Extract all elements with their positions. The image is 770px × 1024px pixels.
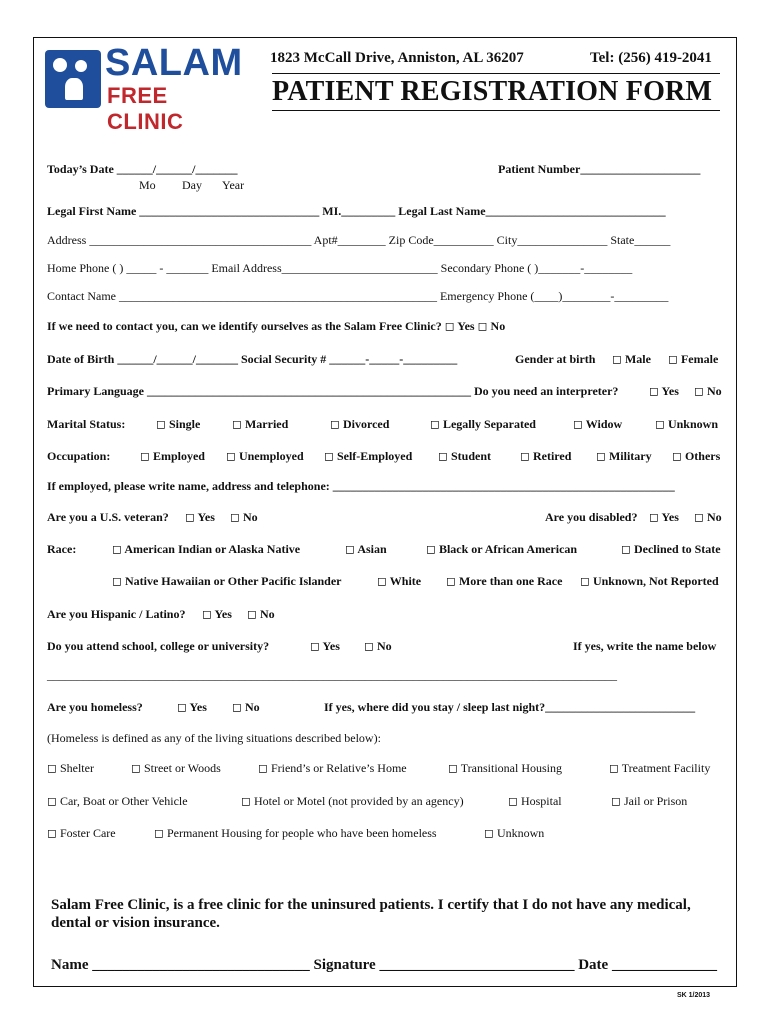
living-foster-care[interactable]: ◻ Foster Care xyxy=(47,826,116,840)
contact-row[interactable]: Contact Name _____________________________________________________ Emergency Phone (____)________-_________ xyxy=(47,289,669,303)
school-note: If yes, write the name below xyxy=(573,639,717,653)
school-name-line[interactable]: _______________________________________________________________________________________________ xyxy=(47,668,617,682)
race-more-than-one[interactable]: ◻ More than one Race xyxy=(446,574,563,588)
living-street[interactable]: ◻ Street or Woods xyxy=(131,761,221,775)
marital-single[interactable]: ◻ Single xyxy=(156,417,201,431)
disabled-question: Are you disabled? xyxy=(545,510,638,524)
address-row[interactable]: Address _____________________________________ Apt#________ Zip Code__________ City_______________ State______ xyxy=(47,233,671,247)
school-yes[interactable]: ◻ Yes xyxy=(310,639,340,653)
occupation-others[interactable]: ◻ Others xyxy=(672,449,721,463)
date-year-label: Year xyxy=(222,178,245,192)
living-permanent-housing[interactable]: ◻ Permanent Housing for people who have been homeless xyxy=(154,826,437,840)
living-vehicle[interactable]: ◻ Car, Boat or Other Vehicle xyxy=(47,794,188,808)
clinic-address: 1823 McCall Drive, Anniston, AL 36207 xyxy=(270,50,524,66)
marital-legally-separated[interactable]: ◻ Legally Separated xyxy=(430,417,536,431)
race-label: Race: xyxy=(47,542,77,556)
living-jail[interactable]: ◻ Jail or Prison xyxy=(611,794,688,808)
occupation-retired[interactable]: ◻ Retired xyxy=(520,449,572,463)
homeless-yes[interactable]: ◻ Yes xyxy=(177,700,207,714)
identify-question[interactable]: If we need to contact you, can we identify ourselves as the Salam Free Clinic? ◻ Yes ◻ No xyxy=(47,319,506,333)
living-transitional[interactable]: ◻ Transitional Housing xyxy=(448,761,562,775)
occupation-student[interactable]: ◻ Student xyxy=(438,449,491,463)
employer-info-row[interactable]: If employed, please write name, address and telephone: _________________________________________________________ xyxy=(47,479,675,493)
veteran-no[interactable]: ◻ No xyxy=(230,510,258,524)
race-unknown[interactable]: ◻ Unknown, Not Reported xyxy=(580,574,719,588)
school-no[interactable]: ◻ No xyxy=(364,639,392,653)
marital-unknown[interactable]: ◻ Unknown xyxy=(655,417,718,431)
form-code: SK 1/2013 xyxy=(677,992,711,999)
living-shelter[interactable]: ◻ Shelter xyxy=(47,761,94,775)
marital-widow[interactable]: ◻ Widow xyxy=(573,417,623,431)
occupation-self-employed[interactable]: ◻ Self-Employed xyxy=(324,449,413,463)
todays-date-field[interactable]: Today’s Date ______/______/_______ xyxy=(47,162,238,176)
patient-number-field[interactable]: Patient Number____________________ xyxy=(498,162,701,176)
living-friends-home[interactable]: ◻ Friend’s or Relative’s Home xyxy=(258,761,407,775)
phone-email-row[interactable]: Home Phone ( ) _____ - _______ Email Address__________________________ Secondary Phone ( )_______-________ xyxy=(47,261,633,275)
interpreter-yes[interactable]: ◻ Yes xyxy=(649,384,679,398)
veteran-question: Are you a U.S. veteran? xyxy=(47,510,169,524)
insurance-certification: Salam Free Clinic, is a free clinic for the uninsured patients. I certify that I do not have any medical, dental or vision insurance. xyxy=(51,897,691,931)
school-question: Do you attend school, college or university? xyxy=(47,639,270,653)
hispanic-yes[interactable]: ◻ Yes xyxy=(202,607,232,621)
homeless-no[interactable]: ◻ No xyxy=(232,700,260,714)
hispanic-question: Are you Hispanic / Latino? xyxy=(47,607,186,621)
gender-female-option[interactable]: ◻ Female xyxy=(668,352,719,366)
logo-mark-icon xyxy=(45,50,101,108)
marital-married[interactable]: ◻ Married xyxy=(232,417,289,431)
salam-free-clinic-logo xyxy=(45,42,245,134)
living-hotel[interactable]: ◻ Hotel or Motel (not provided by an agency) xyxy=(241,794,464,808)
homeless-question: Are you homeless? xyxy=(47,700,143,714)
primary-language-row[interactable]: Primary Language ______________________________________________________ Do you need an interpreter? xyxy=(47,384,619,398)
gender-label: Gender at birth xyxy=(515,352,596,366)
gender-male-option[interactable]: ◻ Male xyxy=(612,352,651,366)
hispanic-no[interactable]: ◻ No xyxy=(247,607,275,621)
logo-salam-text: SALAM xyxy=(105,42,243,84)
veteran-yes[interactable]: ◻ Yes xyxy=(185,510,215,524)
clinic-phone: Tel: (256) 419-2041 xyxy=(590,50,712,66)
race-asian[interactable]: ◻ Asian xyxy=(345,542,387,556)
occupation-military[interactable]: ◻ Military xyxy=(596,449,652,463)
signature-row[interactable]: Name _____________________________ Signature __________________________ Date ______________ xyxy=(51,957,717,973)
homeless-definition: (Homeless is defined as any of the living situations described below): xyxy=(47,731,381,745)
marital-label: Marital Status: xyxy=(47,417,126,431)
occupation-unemployed[interactable]: ◻ Unemployed xyxy=(226,449,304,463)
race-white[interactable]: ◻ White xyxy=(377,574,422,588)
header-rule-top xyxy=(272,73,720,74)
marital-divorced[interactable]: ◻ Divorced xyxy=(330,417,390,431)
living-hospital[interactable]: ◻ Hospital xyxy=(508,794,562,808)
header-rule-bottom xyxy=(272,110,720,111)
disabled-no[interactable]: ◻ No xyxy=(694,510,722,524)
legal-name-row[interactable]: Legal First Name ______________________________ MI._________ Legal Last Name______________________________ xyxy=(47,204,666,218)
race-american-indian[interactable]: ◻ American Indian or Alaska Native xyxy=(112,542,301,556)
dob-ssn-row[interactable]: Date of Birth ______/______/_______ Social Security # ______-_____-_________ xyxy=(47,352,458,366)
occupation-employed[interactable]: ◻ Employed xyxy=(140,449,205,463)
page-title: PATIENT REGISTRATION FORM xyxy=(272,76,713,107)
date-mo-label: Mo xyxy=(139,178,156,192)
race-native-hawaiian[interactable]: ◻ Native Hawaiian or Other Pacific Islander xyxy=(112,574,342,588)
race-black[interactable]: ◻ Black or African American xyxy=(426,542,578,556)
disabled-yes[interactable]: ◻ Yes xyxy=(649,510,679,524)
date-day-label: Day xyxy=(182,178,202,192)
homeless-stay-field[interactable]: If yes, where did you stay / sleep last night?_________________________ xyxy=(324,700,696,714)
living-treatment[interactable]: ◻ Treatment Facility xyxy=(609,761,711,775)
interpreter-no[interactable]: ◻ No xyxy=(694,384,722,398)
occupation-label: Occupation: xyxy=(47,449,111,463)
logo-free-clinic-text: FREE CLINIC xyxy=(107,83,184,134)
race-declined[interactable]: ◻ Declined to State xyxy=(621,542,721,556)
living-unknown[interactable]: ◻ Unknown xyxy=(484,826,545,840)
